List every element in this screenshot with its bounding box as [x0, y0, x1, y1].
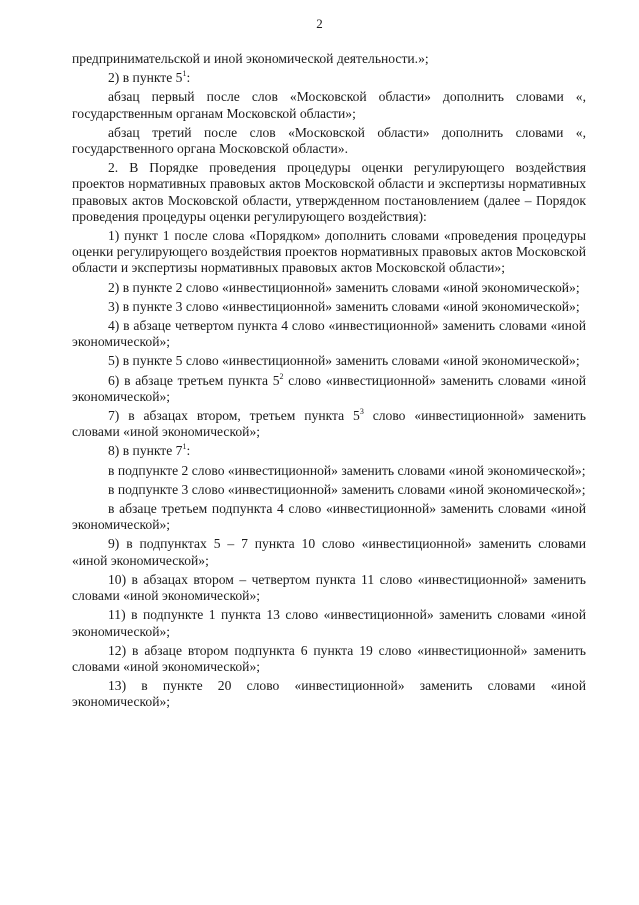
paragraph-text: абзац третий после слов «Московской области» дополнить словами «, государственного органа Московской области».: [72, 124, 586, 157]
paragraph-text: 3) в пункте 3 слово «инвестиционной» заменить словами «иной экономической»;: [108, 298, 580, 314]
paragraph-text: в абзаце третьем подпункта 4 слово «инвестиционной» заменить словами «иной экономической»;: [72, 501, 586, 533]
paragraph-text: абзац первый после слов «Московской области» дополнить словами «, государственным органам Московской области»;: [72, 89, 586, 121]
paragraph-text: 8) в пункте 7: [108, 443, 183, 459]
paragraph: [72, 125, 586, 157]
paragraph: [72, 536, 586, 568]
paragraph-text: 2) в пункте 2 слово «инвестиционной» заменить словами «иной экономической»;: [108, 279, 580, 295]
paragraph-text: 9) в подпунктах 5 – 7 пункта 10 слово «инвестиционной» заменить словами «иной экономической»;: [72, 536, 586, 568]
paragraph: [72, 501, 586, 533]
paragraph-text: 2) в пункте 5: [108, 70, 183, 86]
document-body: [72, 51, 586, 711]
paragraph: [72, 228, 586, 277]
superscript: 2: [279, 371, 284, 381]
paragraph: [72, 160, 586, 225]
paragraph-text: 6) в абзаце третьем пункта 5: [108, 372, 280, 388]
paragraph-text: слово «инвестиционной» заменить словами «иной экономической»;: [72, 408, 586, 440]
paragraph-text: 7) в абзацах втором, третьем пункта 5: [108, 408, 360, 424]
paragraph-text: в подпункте 3 слово «инвестиционной» заменить словами «иной экономической»;: [108, 481, 586, 497]
paragraph-text: :: [186, 443, 191, 459]
paragraph: [72, 51, 586, 67]
paragraph: [72, 280, 586, 296]
superscript: 3: [359, 407, 364, 417]
paragraph: [72, 373, 586, 405]
paragraph-text: 13) в пункте 20 слово «инвестиционной» заменить словами «иной экономической»;: [72, 678, 586, 710]
paragraph: [72, 572, 586, 604]
superscript: 1: [182, 442, 187, 452]
paragraph: [72, 678, 586, 710]
paragraph-text: 2. В Порядке проведения процедуры оценки регулирующего воздействия проектов нормативных правовых актов Московской области и экспертизы нормативных правовых актов Московской области, утвержденном постановлением (далее – Порядок проведения процедуры оценки регулирующего воздействия):: [72, 160, 586, 224]
paragraph: [72, 643, 586, 675]
page-number: 2: [316, 16, 323, 31]
paragraph-text: предпринимательской и иной экономической деятельности.»;: [72, 51, 429, 66]
paragraph-text: 12) в абзаце втором подпункта 6 пункта 19 слово «инвестиционной» заменить словами «иной экономической»;: [72, 642, 586, 674]
paragraph-text: :: [186, 70, 191, 86]
paragraph: [72, 408, 586, 440]
paragraph: [72, 89, 586, 121]
paragraph-text: слово «инвестиционной» заменить словами «иной экономической»;: [72, 372, 586, 404]
paragraph-text: 5) в пункте 5 слово «инвестиционной» заменить словами «иной экономической»;: [108, 353, 580, 369]
paragraph: [72, 318, 586, 350]
paragraph-text: 1) пункт 1 после слова «Порядком» дополнить словами «проведения процедуры оценки регулирующего воздействия проектов нормативных правовых актов Московской области и экспертизы нормативных правовых актов Московской области»;: [72, 228, 586, 276]
paragraph: [72, 70, 586, 86]
paragraph: [72, 353, 586, 369]
paragraph-text: в подпункте 2 слово «инвестиционной» заменить словами «иной экономической»;: [108, 462, 586, 478]
paragraph-text: 4) в абзаце четвертом пункта 4 слово «инвестиционной» заменить словами «иной экономической»;: [72, 318, 586, 350]
superscript: 1: [182, 69, 187, 79]
paragraph-text: 11) в подпункте 1 пункта 13 слово «инвестиционной» заменить словами «иной экономической»;: [72, 607, 586, 639]
paragraph: [72, 463, 586, 479]
paragraph: [72, 299, 586, 315]
paragraph: [72, 443, 586, 459]
paragraph: [72, 482, 586, 498]
paragraph-text: 10) в абзацах втором – четвертом пункта 11 слово «инвестиционной» заменить словами «иной экономической»;: [72, 571, 586, 604]
paragraph: [72, 607, 586, 639]
